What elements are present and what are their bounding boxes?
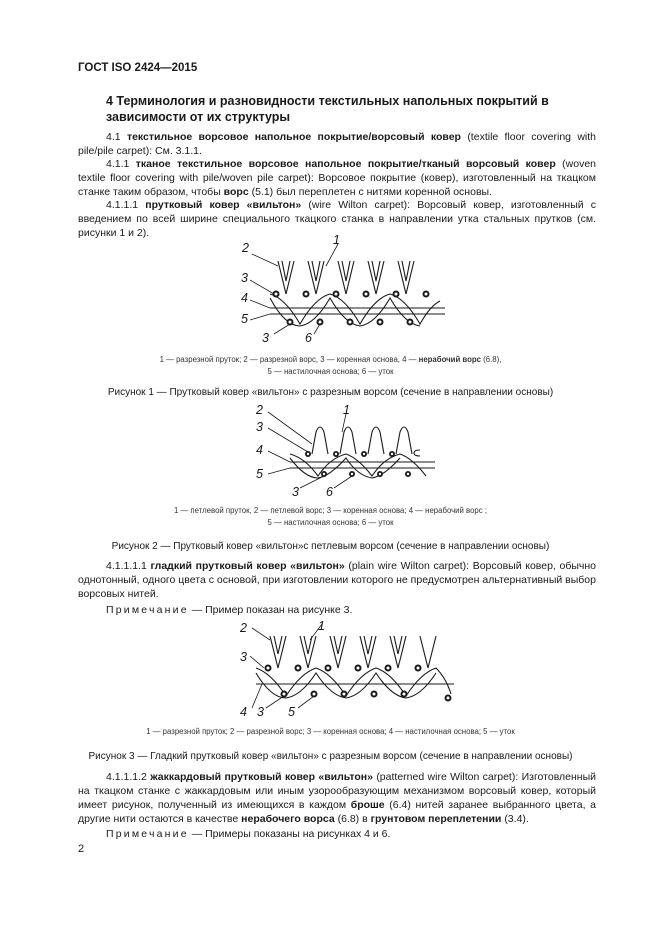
figure-1-label: 4: [241, 291, 248, 305]
section-title: 4 Терминология и разновидности текстильных напольных покрытий в зависимости от их структуры: [106, 94, 549, 124]
figure-2-label: 4: [256, 443, 263, 457]
note-text: — Пример показан на рисунке 3.: [191, 604, 353, 616]
clause-text: (5.1) был переплетен с нитями коренной основы.: [251, 186, 492, 198]
figure-1-label: 3: [241, 271, 248, 285]
legend-text: 1 — разрезной пруток; 2 — разрезной ворс, 3 — коренная основа, 4 —: [159, 355, 417, 364]
figure-3-legend: [0, 726, 661, 738]
term: тканое текстильное ворсовое напольное покрытие/тканый ворсовый ковер: [135, 158, 556, 170]
term: текстильное ворсовое напольное покрытие/ворсовый ковер: [126, 131, 461, 143]
legend-text: 5 — настилочная основа; 6 — уток: [267, 367, 394, 376]
legend-term: нерабочий ворс: [418, 355, 481, 364]
figure-1-label: 1: [333, 233, 340, 247]
figure-1-label: 5: [241, 312, 248, 326]
figure-2-legend: [0, 505, 661, 529]
figure-1-legend: [0, 354, 661, 378]
figure-2-diagram: [250, 404, 440, 500]
figure-3-label: 4: [240, 705, 247, 719]
page-number: 2: [78, 843, 85, 855]
clause-number: 4.1.1.1.2: [106, 771, 147, 783]
legend-text: (6.8),: [483, 355, 502, 364]
clause-text: (3.4).: [504, 813, 529, 825]
term: гладкий прутковый ковер «вильтон»: [150, 560, 345, 572]
clause-text: (plain wire Wilton carpet): Ворсовый ковер, обычно однотонный, одного цвета с основой, при изготовлении которого не предусмотрен альтернативный выбор ворсовых нитей.: [78, 560, 596, 600]
figure-2-label: 2: [256, 403, 263, 417]
figure-3-label: 5: [288, 705, 295, 719]
term-reference: грунтовом переплетении: [370, 813, 502, 825]
clause-text: (6.8) в: [337, 813, 368, 825]
note-1: [78, 603, 596, 617]
term-reference: броше: [350, 799, 385, 811]
note-2: [78, 827, 596, 841]
figure-1-caption: Рисунок 1 — Прутковый ковер «вильтон» с разрезным ворсом (сечение в направлении основы): [107, 387, 554, 398]
figure-3-label: 3: [257, 705, 264, 719]
term: прутковый ковер «вильтон»: [145, 199, 302, 211]
figure-2-label: 3: [292, 485, 299, 499]
figure-2-label: 5: [256, 467, 263, 481]
clause-number: 4.1: [106, 131, 121, 143]
paragraph-4-1-1: [78, 157, 596, 199]
clause-text: (patterned wire Wilton carpet): Изготовленный на ткацком станке с жаккардовым или иным узорообразующим механизмом ворсовый ковер, который имеет рисунок, полученный из имеющихся в каждом: [78, 771, 597, 811]
clause-text: (woven textile floor covering with pile/woven pile carpet): Ворсовое покрытие (ковер), изготовленный на ткацком станке таким образом, чтобы: [78, 158, 597, 198]
term-reference: ворс: [223, 186, 249, 198]
term-reference: нерабочего ворса: [241, 813, 335, 825]
clause-text: (6.4) нитей заранее выбранного цвета, а другие нити остаются в качестве: [78, 799, 597, 825]
paragraph-4-1-1-1-1: [78, 559, 596, 601]
figure-3-label: 2: [240, 621, 247, 635]
figure-3-label: 1: [318, 619, 325, 633]
note-label: Примечание: [106, 604, 189, 616]
figure-2-label: 6: [326, 485, 333, 499]
figure-3-diagram: [236, 618, 466, 722]
clause-text: (textile floor covering with pile/pile carpet): См. 3.1.1.: [78, 131, 596, 157]
figure-2-caption: Рисунок 2 — Прутковый ковер «вильтон»с петлевым ворсом (сечение в направлении основы): [111, 541, 550, 552]
note-label: Примечание: [106, 828, 189, 840]
figure-2-label: 3: [256, 420, 263, 434]
figure-1-label: 2: [242, 241, 249, 255]
document-header: ГОСТ ISO 2424—2015: [78, 62, 198, 74]
figure-3-label: 3: [240, 650, 247, 664]
legend-text: 5 — настилочная основа; 6 — уток: [267, 518, 394, 527]
figure-1-diagram: [230, 233, 450, 348]
paragraph-4-1: [78, 130, 596, 158]
note-text: — Примеры показаны на рисунках 4 и 6.: [191, 828, 391, 840]
term: жаккардовый прутковый ковер «вильтон»: [150, 771, 373, 783]
figure-3-caption: Рисунок 3 — Гладкий прутковый ковер «вильтон» с разрезным ворсом (сечение в направлении основы): [88, 751, 573, 762]
figure-1-label: 6: [305, 331, 312, 345]
legend-text: 1 — разрезной пруток; 2 — разрезной ворс; 3 — коренная основа; 4 — настилочная основа; 5 — уток: [146, 727, 515, 736]
paragraph-4-1-1-1-2: [78, 770, 596, 826]
clause-number: 4.1.1: [106, 158, 130, 170]
clause-text: (wire Wilton carpet): Ворсовый ковер, изготовленный с введением по всей ширине специального ткацкого станка в направлении утка стальных прутков (см. рисунки 1 и 2).: [78, 199, 596, 239]
figure-1-label: 3: [262, 331, 269, 345]
legend-text: 1 — петлевой пруток, 2 — петлевой ворс; 3 — коренная основа; 4 — нерабочий ворс ;: [173, 506, 488, 515]
figure-2-label: 1: [343, 403, 350, 417]
clause-number: 4.1.1.1.1: [106, 560, 147, 572]
clause-number: 4.1.1.1: [106, 199, 139, 211]
